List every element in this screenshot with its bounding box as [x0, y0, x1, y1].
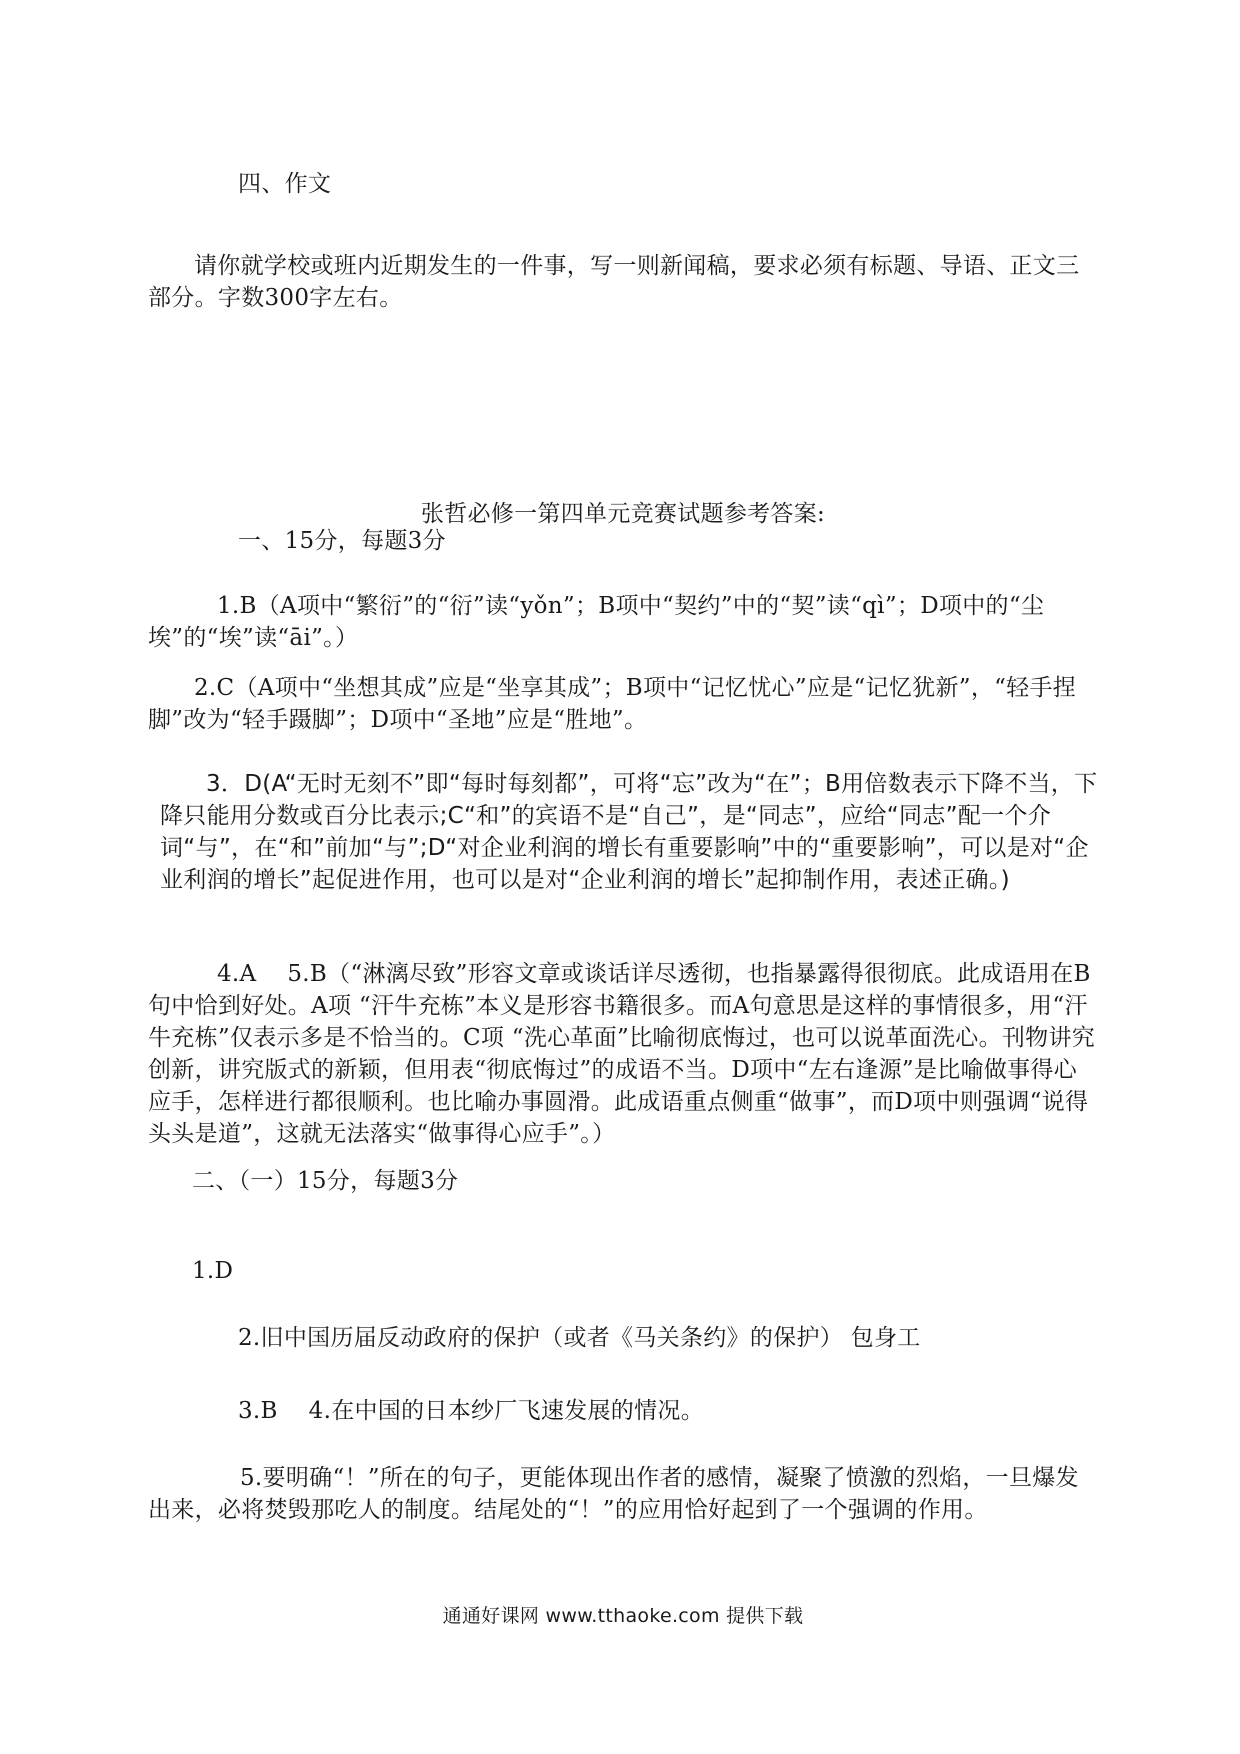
answer-4-5: 4.A 5.B（“淋漓尽致”形容文章或谈话详尽透彻，也指暴露得很彻底。此成语用在B句中恰到好处。A项 “汗牛充栋”本义是形容书籍很多。而A句意思是这样的事情很多，用“汗牛充栋”仅表示多是不恰当的。C项 “洗心革面”比喻彻底悔过，也可以说革面洗心。刊物讲究创新，讲究版式的新颖，但用表“彻底悔过”的成语不当。D项中“左右逢源”是比喻做事得心应手，怎样进行都很顺利。也比喻办事圆滑。此成语重点侧重“做事”，而D项中则强调“说得头头是道”，这就无法落实“做事得心应手”。）: [148, 961, 1096, 1147]
answer-3: 3．D(A“无时无刻不”即“每时每刻都”，可将“忘”改为“在”；B用倍数表示下降不当，下降只能用分数或百分比表示;C“和”的宾语不是“自己”，是“同志”，应给“同志”配一个介词“与”，在“和”前加“与”;D“对企业利润的增长有重要影响”中的“重要影响”，可以是对“企业利润的增长”起促进作用，也可以是对“企业利润的增长”起抑制作用，表述正确。): [160, 771, 1098, 893]
part2-answer-1: 1.D: [192, 1258, 234, 1284]
section-heading-composition: 四、作文: [238, 171, 332, 197]
answer-1: 1.B（A项中“繁衍”的“衍”读“yǒn”；B项中“契约”中的“契”读“qì”；D项中的“尘埃”的“埃”读“āi”。）: [148, 593, 1045, 651]
composition-prompt: 请你就学校或班内近期发生的一件事，写一则新闻稿，要求必须有标题、导语、正文三部分。字数300字左右。: [148, 253, 1080, 311]
part2-heading: 二、（一）15分，每题3分: [192, 1168, 459, 1194]
part2-answer-5: 5.要明确“！”所在的句子，更能体现出作者的感情，凝聚了愤激的烈焰，一旦爆发出来，必将焚毁那吃人的制度。结尾处的“！”的应用恰好起到了一个强调的作用。: [148, 1465, 1079, 1523]
answer-2: 2.C（A项中“坐想其成”应是“坐享其成”；B项中“记忆忧心”应是“记忆犹新”，“轻手捏脚”改为“轻手蹑脚”；D项中“圣地”应是“胜地”。: [148, 675, 1077, 733]
part2-answer-3-4: 3.B 4.在中国的日本纱厂飞速发展的情况。: [238, 1398, 705, 1424]
part1-heading: 一、15分，每题3分: [238, 528, 446, 554]
part2-answer-2: 2.旧中国历届反动政府的保护（或者《马关条约》的保护） 包身工: [238, 1325, 921, 1351]
answer-key-title: 张哲必修一第四单元竞赛试题参考答案:: [420, 501, 826, 527]
footer-download-note: 通通好课网 www.tthaoke.com 提供下载: [442, 1605, 804, 1627]
